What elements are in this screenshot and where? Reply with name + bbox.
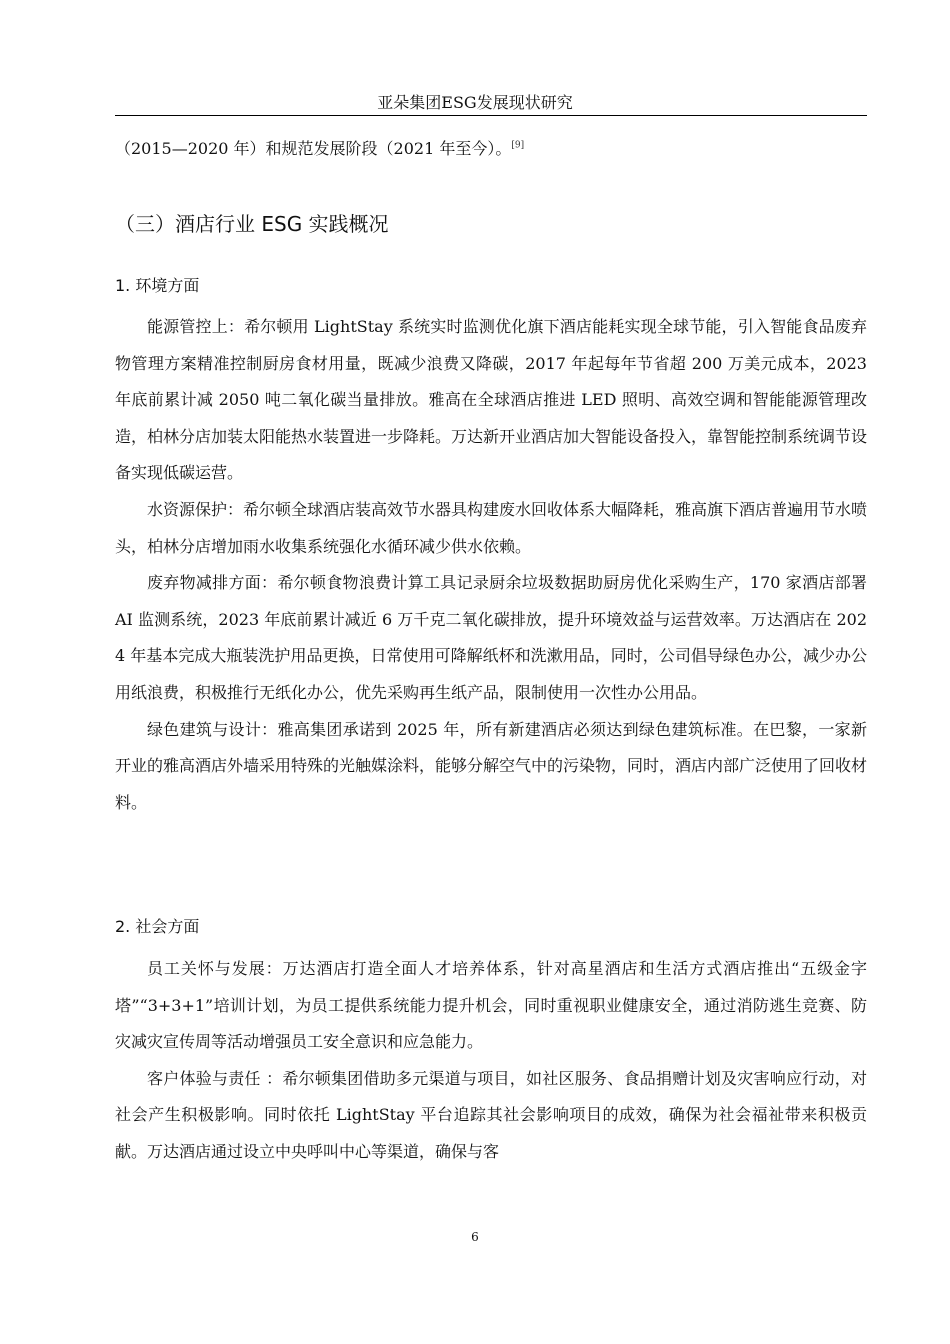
social-heading: 2. 社会方面 xyxy=(115,917,200,936)
paragraph-waste: 废弃物减排方面：希尔顿食物浪费计算工具记录厨余垃圾数据助厨房优化采购生产，170 家酒店部署 AI 监测系统，2023 年底前累计减近 6 万千克二氧化碳排放，提升环境效益与运营效率。万达酒店在 2024 年基本完成大瓶装洗护用品更换，日常使用可降解纸杯和洗漱用品，同时，公司倡导绿色办公，减少办公用纸浪费，积极推行无纸化办公，优先采购再生纸产品，限制使用一次性办公用品。 xyxy=(115,573,867,702)
environment-heading: 1. 环境方面 xyxy=(115,276,200,295)
paragraph-water: 水资源保护：希尔顿全球酒店装高效节水器具构建废水回收体系大幅降耗，雅高旗下酒店普遍用节水喷头，柏林分店增加雨水收集系统强化水循环减少供水依赖。 xyxy=(115,499,868,556)
paragraph-green-building: 绿色建筑与设计：雅高集团承诺到 2025 年，所有新建酒店必须达到绿色建筑标准。在巴黎，一家新开业的雅高酒店外墙采用特殊的光触媒涂料，能够分解空气中的污染物，同时，酒店内部广泛使用了回收材料。 xyxy=(115,719,868,812)
paragraph-energy: 能源管控上：希尔顿用 LightStay 系统实时监测优化旗下酒店能耗实现全球节能，引入智能食品废弃物管理方案精准控制厨房食材用量，既减少浪费又降碳，2017 年起每年节省超 200 万美元成本，2023 年底前累计减 2050 吨二氧化碳当量排放。雅高在全球酒店推进 LED 照明、高效空调和智能能源管理改造，柏林分店加装太阳能热水装置进一步降耗。万达新开业酒店加大智能设备投入，靠智能控制系统调节设备实现低碳运营。 xyxy=(115,317,868,483)
running-header: 亚朵集团ESG发展现状研究 xyxy=(377,93,573,112)
header-divider xyxy=(115,115,867,116)
section-heading: （三）酒店行业 ESG 实践概况 xyxy=(115,212,389,236)
page-number: 6 xyxy=(471,1230,479,1244)
continuation-line xyxy=(115,136,867,162)
social-section xyxy=(115,951,867,1171)
citation-marker: [9] xyxy=(511,140,525,151)
paragraph-employee-care: 员工关怀与发展：万达酒店打造全面人才培养体系，针对高星酒店和生活方式酒店推出“五级金字塔”“3+3+1”培训计划，为员工提供系统能力提升机会，同时重视职业健康安全，通过消防逃生竞赛、防灾减灾宣传周等活动增强员工安全意识和应急能力。 xyxy=(115,959,867,1052)
paragraph-customer-experience: 客户体验与责任 ：希尔顿集团借助多元渠道与项目，如社区服务、食品捐赠计划及灾害响应行动，对社会产生积极影响。同时依托 LightStay 平台追踪其社会影响项目的成效，确保为社会福祉带来积极贡献。万达酒店通过设立中央呼叫中心等渠道，确保与客 xyxy=(115,1068,867,1161)
environment-section xyxy=(115,309,867,821)
continuation-text: （2015—2020 年）和规范发展阶段（2021 年至今）。 xyxy=(115,139,512,158)
